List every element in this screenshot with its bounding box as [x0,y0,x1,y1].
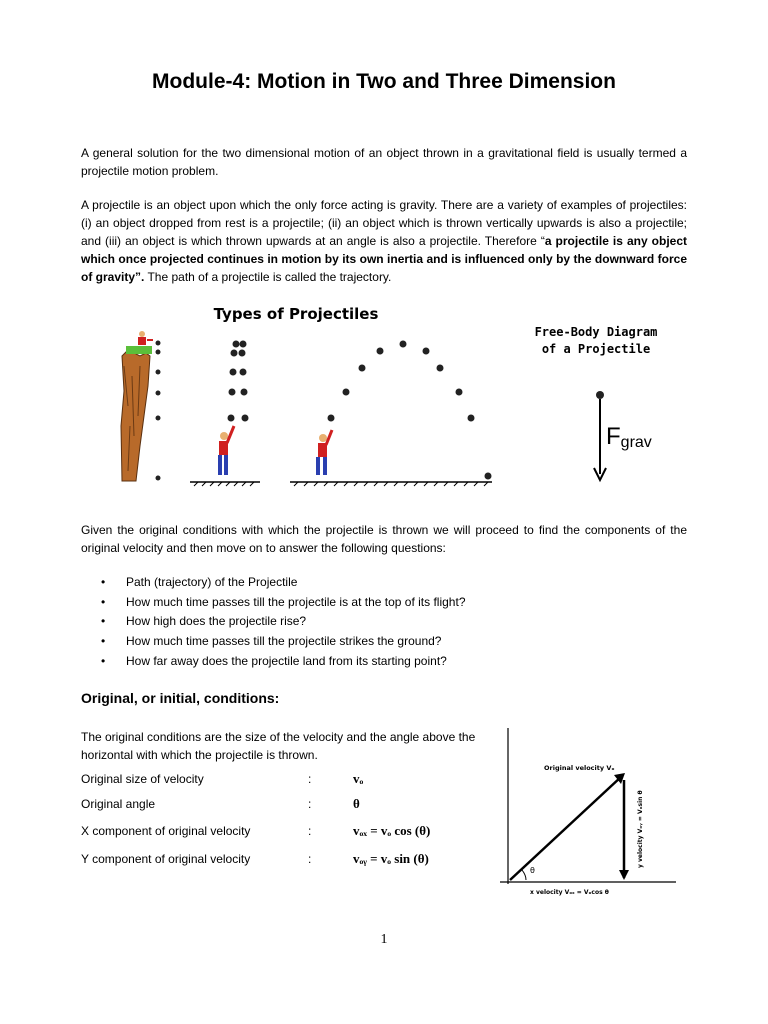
page-number: 1 [380,932,388,947]
condition-colon: : [308,772,312,786]
condition-label: X component of original velocity [81,824,251,838]
angled-projectile-path [328,341,492,480]
condition-value: vₒₓ = vₒ cos (θ) [353,823,431,838]
condition-colon: : [308,852,312,866]
velocity-label: Original velocity Vₒ [544,764,615,772]
condition-label: Y component of original velocity [81,852,251,866]
page-title: Module-4: Motion in Two and Three Dimension [152,70,616,93]
condition-label: Original angle [81,797,156,811]
fbd-title-line2: of a Projectile [541,342,651,356]
definition-paragraph [81,196,687,286]
velocity-vector [510,776,622,880]
vertical-projectile-path [228,341,249,422]
angle-label: θ [530,866,535,875]
fbd-title-line1: Free-Body Diagram [534,325,658,339]
questions-list [81,573,466,671]
condition-value: θ [353,796,360,811]
condition-row [81,822,501,840]
thrower-figure-1 [218,426,234,475]
list-item: • How much time passes till the projectile strikes the ground? [81,632,466,652]
types-title: Types of Projectiles [213,305,379,323]
condition-colon: : [308,797,312,811]
conditions-paragraph: The original conditions are the size of the velocity and the angle above the horizontal with which the projectile is thrown. [81,730,476,762]
condition-label: Original size of velocity [81,772,204,786]
cliff-illustration [121,331,153,481]
x-velocity-label: x velocity Vₒₓ = Vₒcos θ [530,889,609,896]
list-item: • How much time passes till the projectile is at the top of its flight? [81,593,466,613]
list-item: • How far away does the projectile land from its starting point? [81,652,466,672]
definition-text-1: A projectile is an object upon which the only force acting is gravity. There are a variety of examples of projectiles: (i) an object dropped from rest is a projectile; (ii) an object which is thrown vertically upwards is also a projectile; and (iii) an object is which thrown upwards at an angle is also a projectile. Therefore “ [81,198,687,248]
condition-value: vₒᵧ = vₒ sin (θ) [353,851,429,866]
intro-paragraph: A general solution for the two dimensional motion of an object thrown in a gravitational field is usually termed a projectile motion problem. [81,146,687,178]
force-label: Fgrav [606,423,652,451]
velocity-vector-diagram [500,728,680,900]
condition-row [81,770,501,788]
condition-colon: : [308,824,312,838]
conditions-heading: Original, or initial, conditions: [81,690,280,706]
condition-value: vₒ [353,771,364,786]
projectile-types-figure [110,296,680,496]
thrower-figure-2 [316,430,332,475]
given-paragraph: Given the original conditions with which the projectile is thrown we will proceed to find the components of the original velocity and then move on to answer the following questions: [81,523,687,555]
fbd-projectile [596,391,604,399]
list-item: • How high does the projectile rise? [81,612,466,632]
condition-row [81,850,501,868]
condition-row [81,795,501,813]
list-item: • Path (trajectory) of the Projectile [81,573,466,593]
definition-text-2: The path of a projectile is called the trajectory. [144,270,392,284]
definition-bold: a projectile is any object which once projected continues in motion by its own inertia and is influenced only by the downward force of gravity”. [81,234,687,284]
dropped-projectile-path [156,341,161,481]
y-velocity-label: y velocity Vₒᵧ = Vₒsin θ [637,790,644,868]
